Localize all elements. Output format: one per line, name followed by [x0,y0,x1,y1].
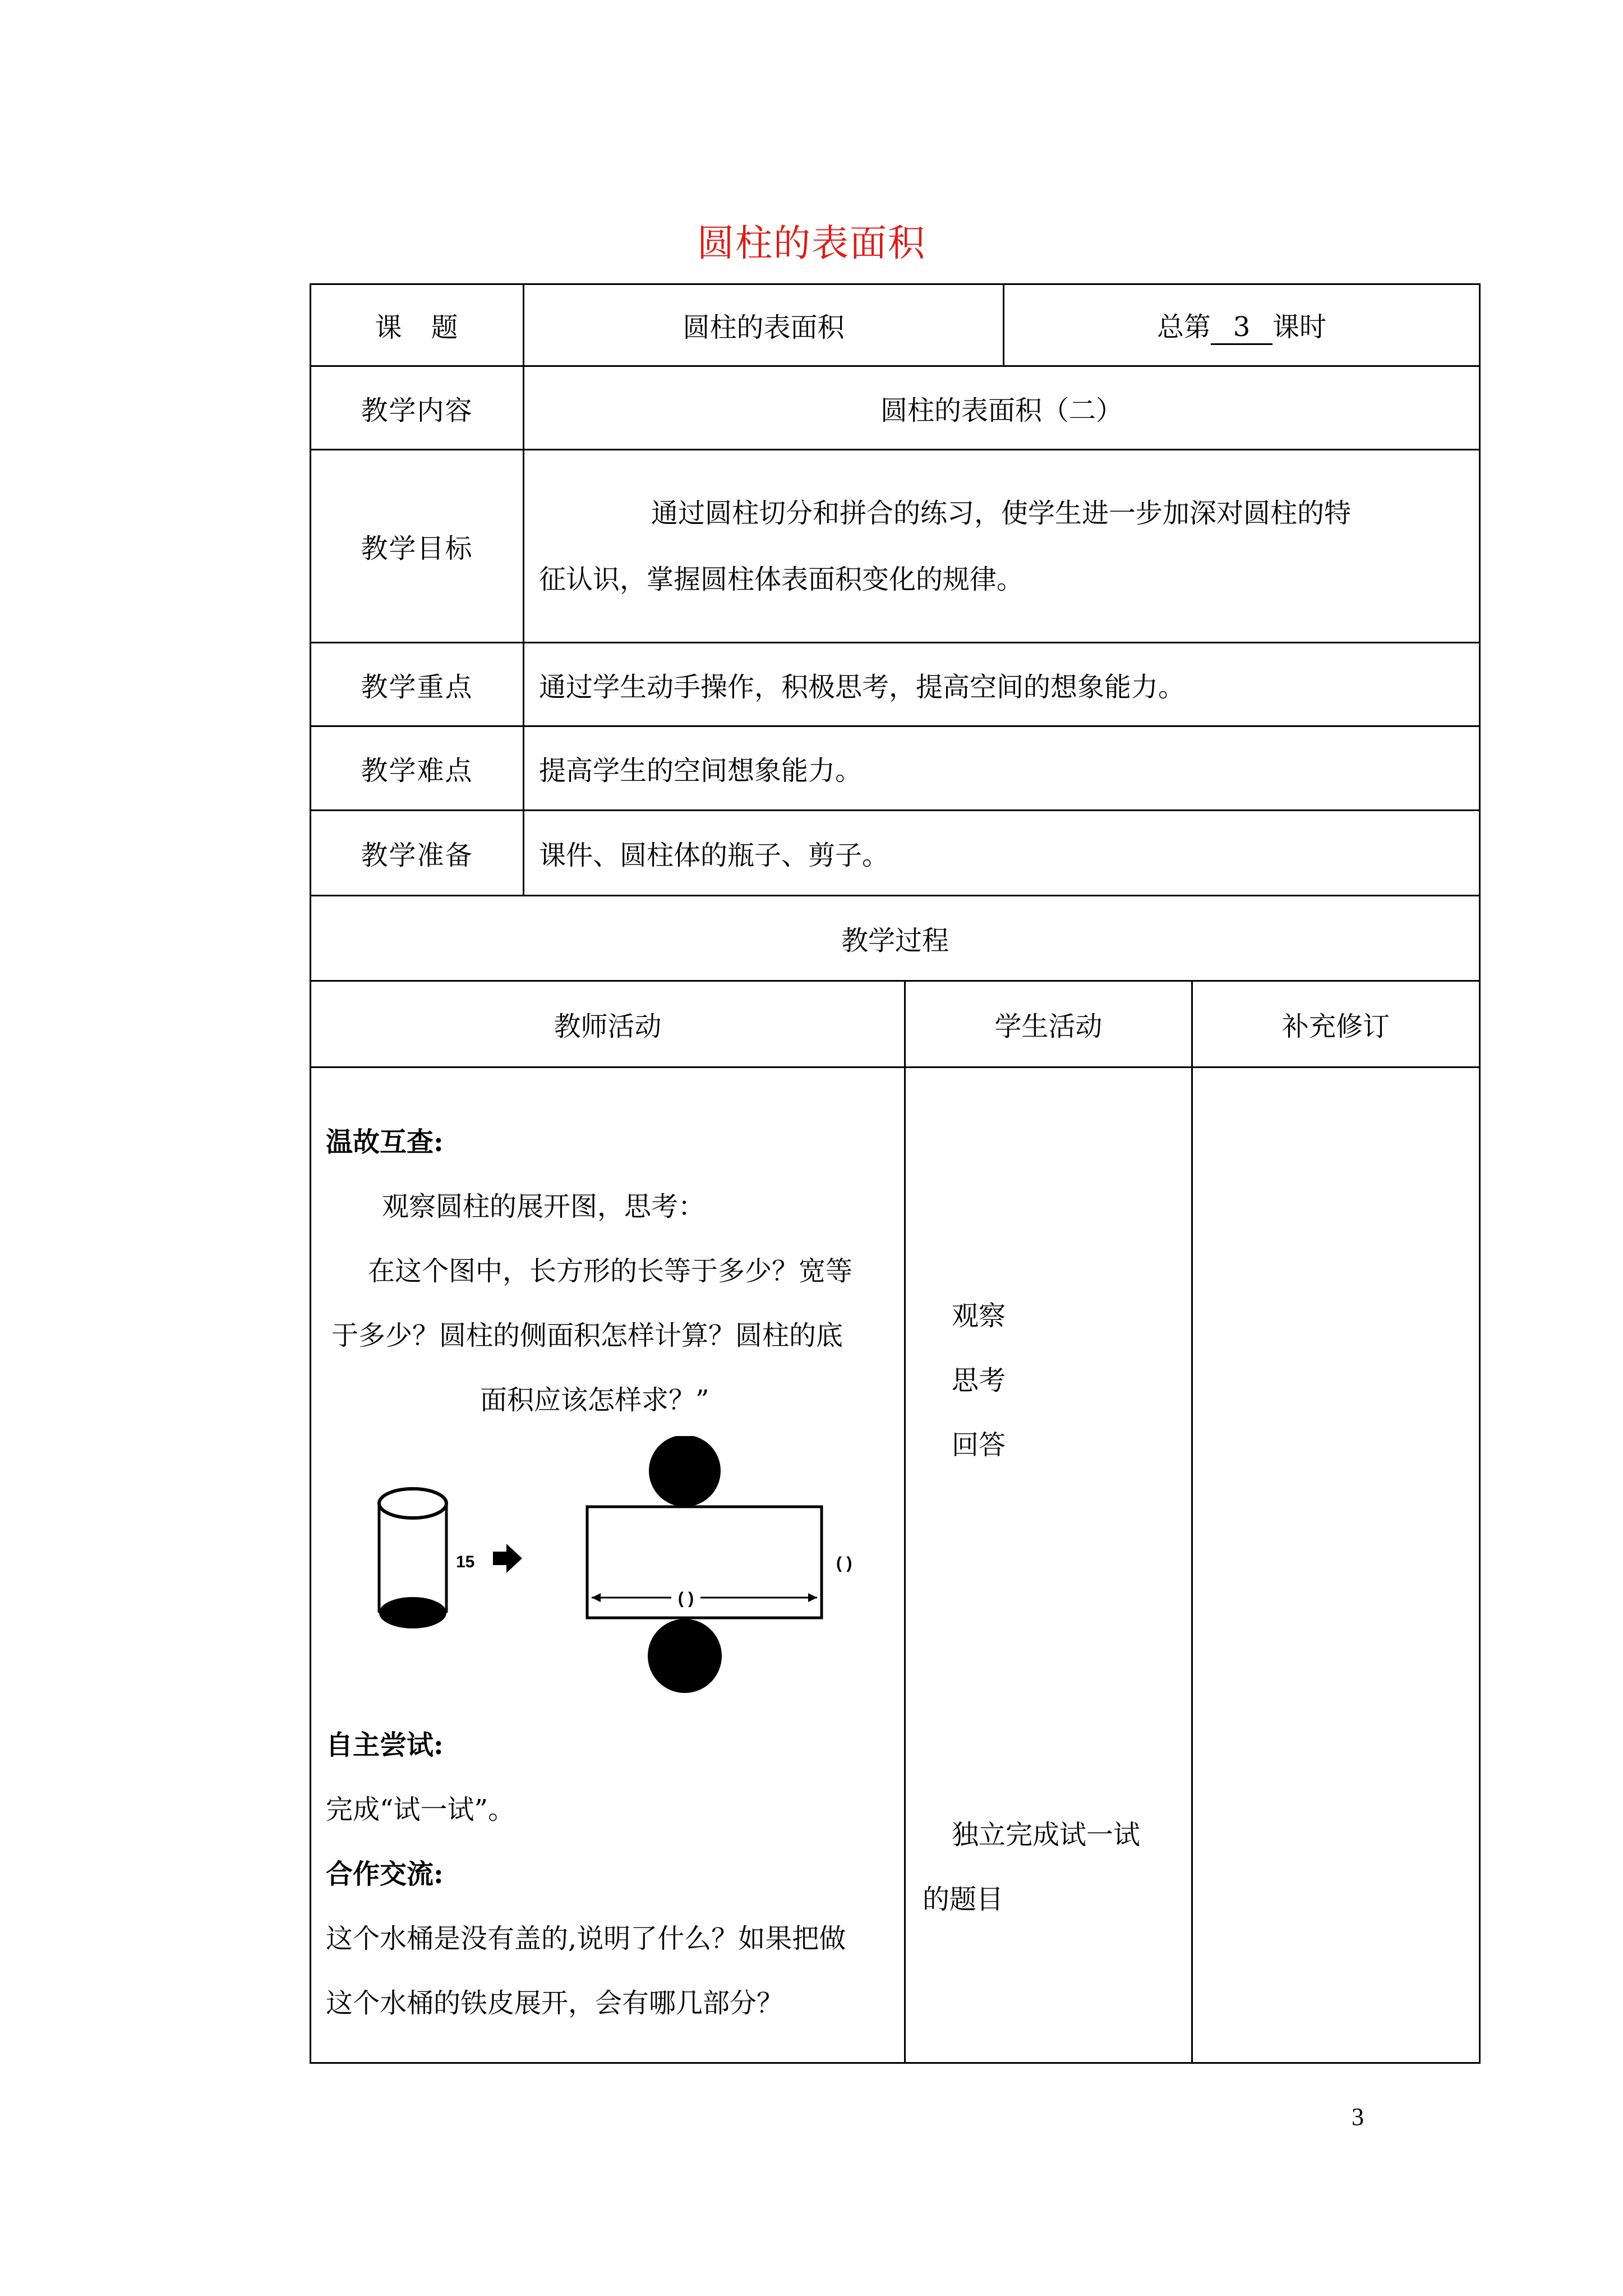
coop-line-1: 这个水桶是没有盖的,说明了什么？如果把做 [326,1923,846,1954]
arrow-right-icon [493,1544,522,1573]
prep-label: 教学准备 [311,811,524,896]
lesson-plan-table [310,283,1481,2064]
goal-line-1: 通过圆柱切分和拼合的练习，使学生进一步加深对圆柱的特 [651,497,1352,529]
question-line-2: 于多少？圆柱的侧面积怎样计算？圆柱的底 [331,1320,843,1351]
col-student-header: 学生活动 [905,981,1192,1068]
teacher-activity-cell [311,1068,905,2063]
session-count [1004,284,1480,366]
cylinder-net-figure [359,1436,881,1711]
student-act-think: 思考 [952,1364,1006,1396]
process-row [311,1068,1480,2063]
content-label: 教学内容 [311,366,524,450]
difficulty-label: 教学难点 [311,726,524,811]
goal-line-2: 征认识，掌握圆柱体表面积变化的规律。 [539,563,1024,595]
coop-line-2: 这个水桶的铁皮展开，会有哪几部分？ [326,1987,784,2019]
page-number: 3 [1352,2103,1364,2131]
session-number: 3 [1211,311,1272,346]
goal-value [524,450,1480,643]
content-row [311,366,1480,450]
topic-row [311,284,1480,366]
student-act-try-line-2: 的题目 [923,1883,1004,1915]
coop-heading: 合作交流: [326,1858,444,1890]
page-title: 圆柱的表面积 [697,222,926,265]
cylinder-drawing [379,1489,446,1628]
focus-value: 通过学生动手操作，积极思考，提高空间的想象能力。 [524,643,1480,726]
length-blank: ( ) [677,1589,694,1608]
top-circle [649,1436,721,1507]
focus-row [311,643,1480,726]
process-header: 教学过程 [311,896,1480,981]
revision-cell [1192,1068,1480,2063]
goal-row [311,450,1480,643]
topic-value: 圆柱的表面积 [524,284,1004,366]
student-act-answer: 回答 [952,1429,1006,1461]
session-suffix: 课时 [1272,311,1327,343]
content-value: 圆柱的表面积（二） [524,366,1480,450]
col-revision-header: 补充修订 [1192,981,1480,1068]
bottom-circle [648,1619,722,1693]
review-heading: 温故互查: [326,1126,444,1158]
review-intro: 观察圆柱的展开图，思考： [382,1191,706,1222]
difficulty-value: 提高学生的空间想象能力。 [524,726,1480,811]
try-heading: 自主尝试: [326,1729,444,1761]
difficulty-row [311,726,1480,811]
student-act-try-line-1: 独立完成试一试 [952,1819,1141,1851]
col-teacher-header: 教师活动 [311,981,905,1068]
student-activity-cell [905,1068,1192,2063]
height-label: 15 [456,1553,475,1571]
question-line-1: 在这个图中，长方形的长等于多少？宽等 [368,1255,853,1287]
prep-value: 课件、圆柱体的瓶子、剪子。 [524,811,1480,896]
lateral-rectangle [587,1507,822,1618]
topic-label: 课 题 [311,284,524,366]
session-prefix: 总第 [1157,311,1211,343]
width-blank: ( ) [836,1554,852,1572]
question-line-3: 面积应该怎样求？” [480,1384,709,1416]
student-act-observe: 观察 [952,1300,1006,1332]
column-header-row [311,981,1480,1068]
focus-label: 教学重点 [311,643,524,726]
goal-label: 教学目标 [311,450,524,643]
prep-row [311,811,1480,896]
try-text: 完成“试一试”。 [326,1794,515,1825]
process-header-row [311,896,1480,981]
